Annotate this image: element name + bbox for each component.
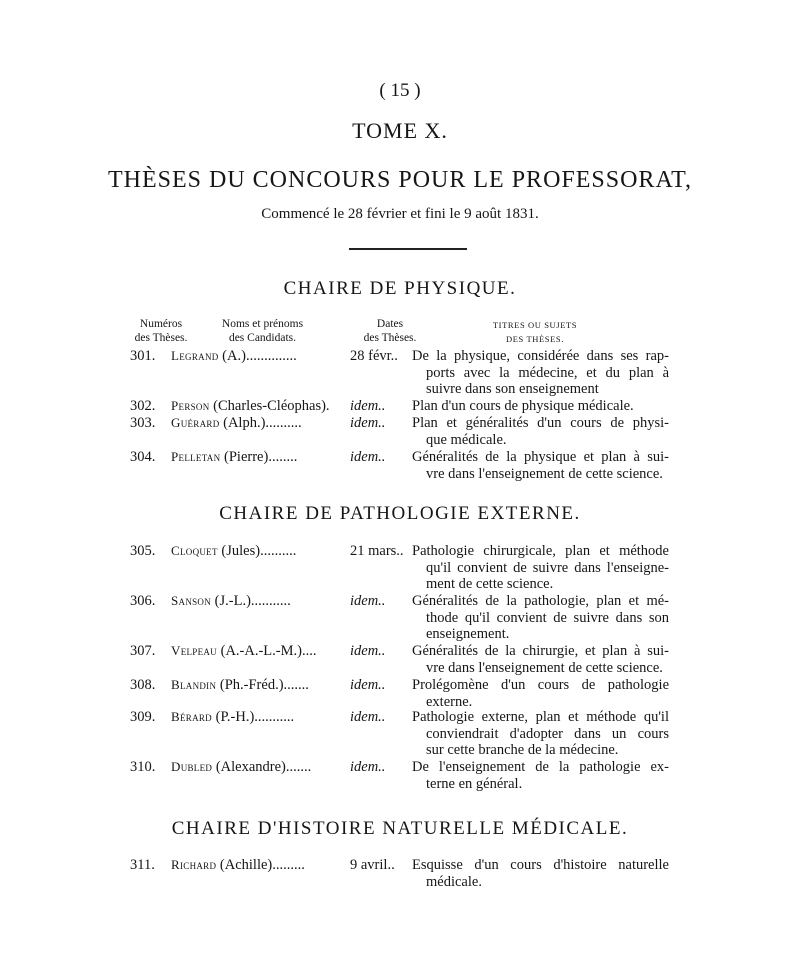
thesis-number: 303. [130,415,156,431]
thesis-number: 311. [130,857,155,873]
dot-leader: ........ [268,449,298,465]
thesis-date: idem.. [350,449,386,465]
dot-leader: ........... [254,709,295,725]
thesis-title-line: terne en général. [426,775,523,792]
decorative-rule [349,248,467,250]
thesis-title [412,398,669,415]
thesis-title [412,677,669,710]
candidate-surname: Person [171,398,210,413]
thesis-title [412,348,669,398]
section-title-physique: CHAIRE DE PHYSIQUE. [283,278,517,299]
colhead-titres [470,318,600,346]
thesis-title [412,449,669,482]
thesis-date: idem.. [350,709,386,725]
candidate-name [171,348,351,365]
candidate-surname: Pelletan [171,449,221,464]
thesis-title-line: Plan d'un cours de physique médicale. [412,398,634,414]
candidate-given-name: (Alph.) [223,415,266,431]
colhead-dates [350,317,430,345]
thesis-title [412,857,669,890]
colhead-numeros [130,317,192,345]
thesis-title-line: Plan et généralités d'un cours de physi- [412,415,669,431]
thesis-title-line: sur cette branche de la médecine. [426,742,619,759]
thesis-title-line: qu'il convient de suivre dans l'enseigne- [426,559,669,576]
thesis-title-line: ment de cette science. [426,576,554,593]
dot-leader: ....... [283,677,309,693]
thesis-title-line: Prolégomène d'un cours de pathologie [412,677,669,693]
candidate-given-name: (J.-L.) [214,593,251,609]
dot-leader: .... [301,643,317,659]
thesis-number: 301. [130,348,156,364]
thesis-date: idem.. [350,677,386,693]
candidate-name [171,709,351,726]
thesis-title-line: Pathologie chirurgicale, plan et méthode [412,543,669,559]
section-title-histoire-naturelle: CHAIRE D'HISTOIRE NATURELLE MÉDICALE. [171,818,629,839]
thesis-date: 28 févr.. [350,348,398,364]
candidate-name [171,449,351,466]
thesis-number: 308. [130,677,156,693]
dot-leader: .............. [245,348,297,364]
thesis-title-line: que médicale. [426,431,507,448]
thesis-number: 305. [130,543,156,559]
candidate-surname: Velpeau [171,643,217,658]
candidate-given-name: (Alexandre) [215,759,286,775]
candidate-given-name: (Jules) [221,543,261,559]
dot-leader: ....... [285,759,312,775]
candidate-name [171,759,351,776]
candidate-name [171,593,351,610]
thesis-title-line: suivre dans son enseignement [426,381,599,398]
thesis-date: 9 avril.. [350,857,395,873]
candidate-surname: Sanson [171,593,212,608]
candidate-given-name: (Achille) [219,857,273,873]
tome-heading: TOME X. [352,118,448,143]
dot-leader: ........... [250,593,291,609]
thesis-title-line: thode qu'il convient de suivre dans son [426,609,669,626]
candidate-given-name: (P.-H.) [215,709,255,725]
candidate-surname: Richard [171,857,217,872]
candidate-name [171,543,351,560]
thesis-title-line: Pathologie externe, plan et méthode qu'il [412,709,669,725]
thesis-title-line: vre dans l'enseignement de cette science. [426,659,663,676]
thesis-title-line: Généralités de la physique et plan à sui- [412,449,669,465]
candidate-given-name: (Ph.-Fréd.) [219,677,284,693]
thesis-title-line: conviendrait d'adopter dans un cours [426,725,669,742]
colhead-titres-line1: TITRES OU SUJETS [492,320,578,330]
thesis-title-line: externe. [426,693,473,710]
thesis-number: 304. [130,449,156,465]
thesis-title-line: enseignement. [426,626,510,643]
candidate-given-name: (Charles-Cléophas). [213,398,330,414]
main-title: THÈSES DU CONCOURS POUR LE PROFESSORAT, [108,167,692,193]
candidate-surname: Blandin [171,677,217,692]
candidate-given-name: (Pierre) [224,449,269,465]
subtitle: Commencé le 28 février et fini le 9 août 1831. [261,206,539,222]
thesis-number: 306. [130,593,156,609]
thesis-title-line: De la physique, considérée dans ses rap- [412,348,669,364]
thesis-title-line: Généralités de la chirurgie, et plan à sui- [412,643,669,659]
thesis-title-line: vre dans l'enseignement de cette science. [426,465,663,482]
thesis-date: 21 mars.. [350,543,404,559]
thesis-number: 302. [130,398,156,414]
candidate-name [171,643,351,660]
page-number: ( 15 ) [379,80,421,101]
thesis-number: 307. [130,643,156,659]
thesis-number: 309. [130,709,156,725]
thesis-title-line: ports avec la médecine, et du plan à [426,364,669,381]
thesis-number: 310. [130,759,156,775]
thesis-date: idem.. [350,398,386,414]
colhead-noms-line2: des Candidats. [228,332,297,344]
candidate-name [171,857,351,874]
candidate-given-name: (A.) [222,348,246,364]
thesis-title [412,709,669,759]
candidate-given-name: (A.-A.-L.-M.) [220,643,302,659]
thesis-title [412,643,669,676]
candidate-surname: Dubled [171,759,213,774]
dot-leader: ......... [272,857,305,873]
colhead-noms-line1: Noms et prénoms [221,318,304,330]
thesis-date: idem.. [350,643,386,659]
thesis-title-line: médicale. [426,873,482,890]
section-title-pathologie: CHAIRE DE PATHOLOGIE EXTERNE. [219,503,581,524]
dot-leader: .......... [265,415,302,431]
thesis-title [412,415,669,448]
candidate-name [171,677,351,694]
thesis-title [412,543,669,593]
thesis-date: idem.. [350,593,386,609]
dot-leader: .......... [260,543,297,559]
colhead-noms [200,317,325,345]
colhead-dates-line1: Dates [376,318,404,330]
candidate-surname: Cloquet [171,543,218,558]
colhead-titres-line2: DES THÈSES. [506,334,564,344]
thesis-title [412,593,669,643]
thesis-title-line: De l'enseignement de la pathologie ex- [412,759,669,775]
thesis-date: idem.. [350,759,386,775]
colhead-dates-line2: des Thèses. [363,332,417,344]
candidate-surname: Legrand [171,348,219,363]
thesis-date: idem.. [350,415,386,431]
colhead-numeros-line2: des Thèses. [134,332,188,344]
candidate-name [171,398,351,415]
thesis-title [412,759,669,792]
colhead-numeros-line1: Numéros [139,318,183,330]
candidate-surname: Bérard [171,709,212,724]
thesis-title-line: Esquisse d'un cours d'histoire naturelle [412,857,669,873]
thesis-title-line: Généralités de la pathologie, plan et mé- [412,593,669,609]
candidate-surname: Guérard [171,415,220,430]
candidate-name [171,415,351,432]
